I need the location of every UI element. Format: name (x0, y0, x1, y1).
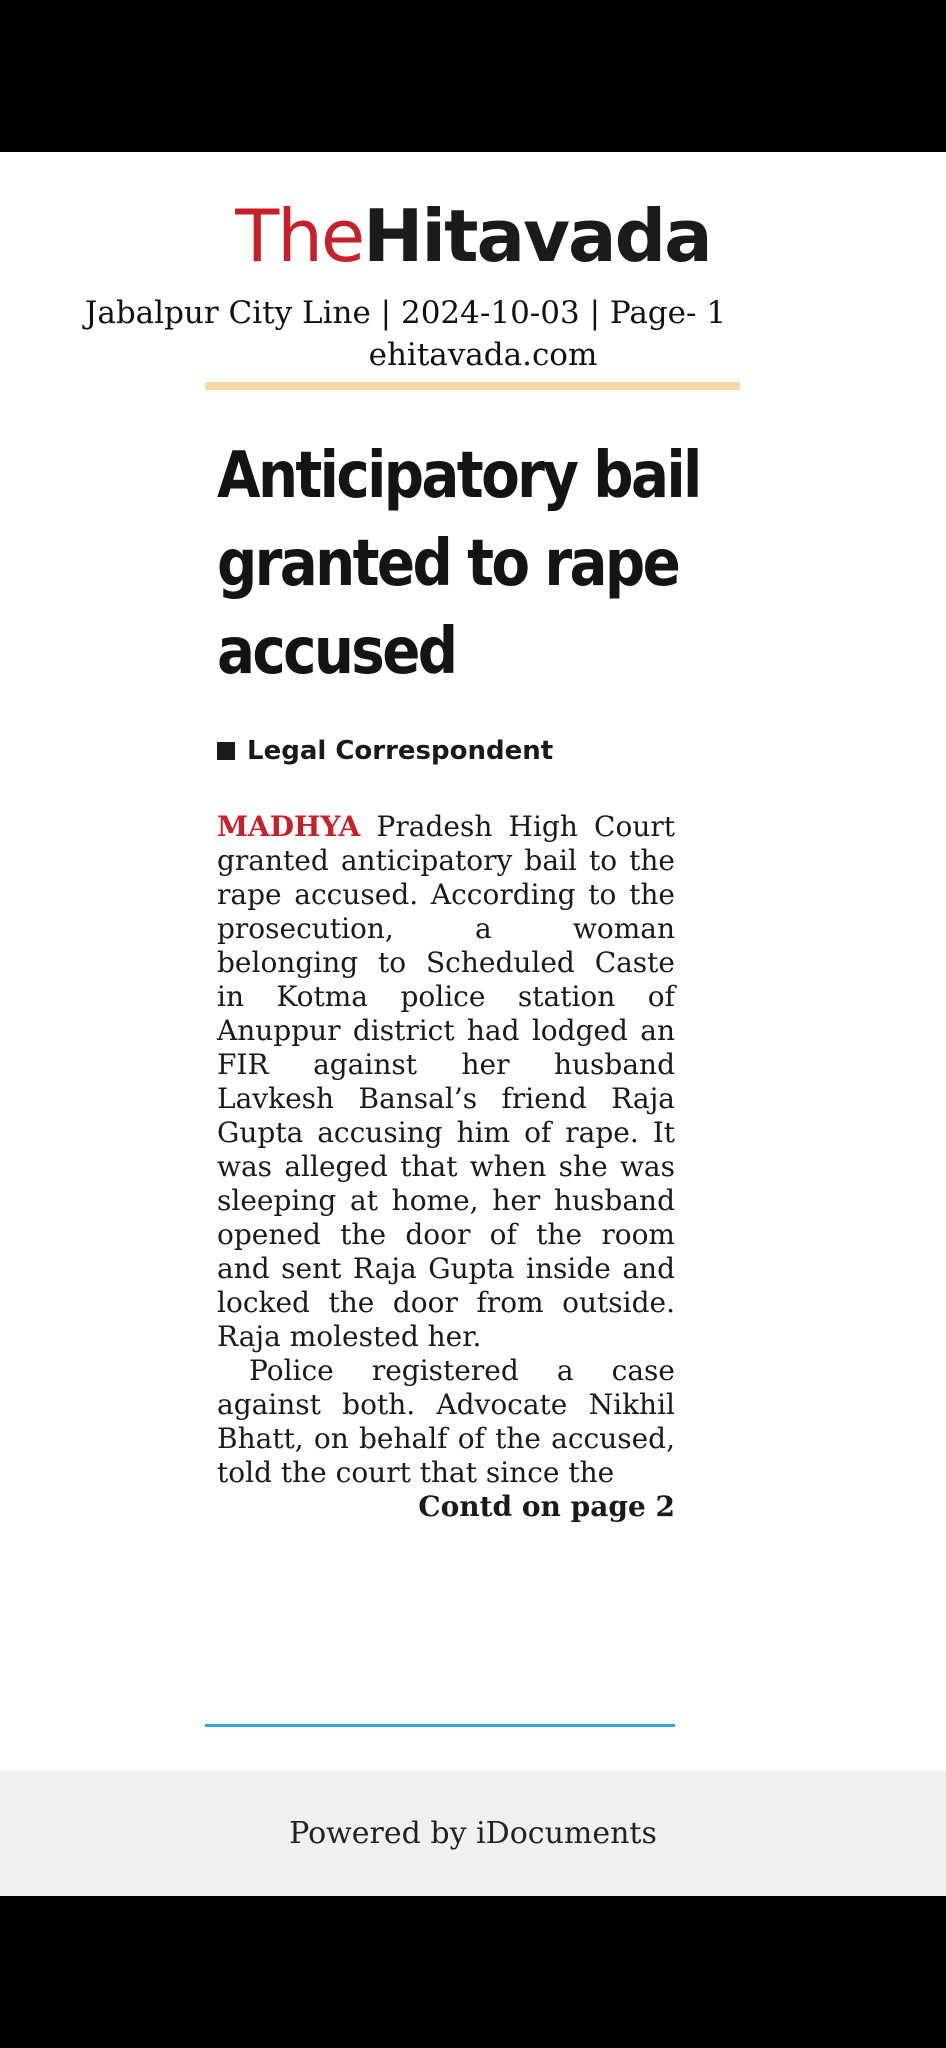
bottom-black-bar (0, 1896, 946, 2048)
clipping-page (0, 152, 946, 1770)
continued-note: Contd on page 2 (418, 1490, 675, 1523)
headline: Anticipatory bail granted to rape accused (217, 439, 700, 689)
byline-text: Legal Correspondent (247, 736, 554, 766)
lead-word: MADHYA (217, 810, 361, 843)
masthead-logo (0, 196, 946, 276)
masthead-hitavada: Hitavada (363, 194, 711, 278)
bottom-divider (205, 1724, 675, 1727)
paragraph-1 (217, 810, 675, 1354)
edition-meta (0, 292, 946, 376)
edition-site: ehitavada.com (368, 337, 598, 373)
top-divider (205, 382, 740, 390)
article (205, 432, 740, 696)
paragraph-1-text: Pradesh High Court granted anticipatory bail to the rape accused. According to the prosecution, a woman belonging to Scheduled Caste in Kotma police station of Anuppur district had lodged an FIR against her husband Lavkesh Bansal’s friend Raja Gupta accusing him of rape. It was alleged that when she was sleeping at home, her husband opened the door of the room and sent Raja Gupta inside and locked the door from outside. Raja molested her. (217, 810, 675, 1353)
top-black-bar (0, 0, 946, 152)
masthead-the: The (235, 194, 364, 278)
article-body (217, 810, 675, 1524)
byline-square-icon (217, 742, 235, 760)
byline (217, 736, 553, 766)
footer (0, 1770, 946, 1896)
powered-by: Powered by iDocuments (289, 1815, 657, 1851)
paragraph-2: Police registered a case against both. Advocate Nikhil Bhatt, on behalf of the accused, told the court that since the (217, 1354, 675, 1489)
edition-info: Jabalpur City Line | 2024-10-03 | Page- 1 (84, 295, 727, 331)
